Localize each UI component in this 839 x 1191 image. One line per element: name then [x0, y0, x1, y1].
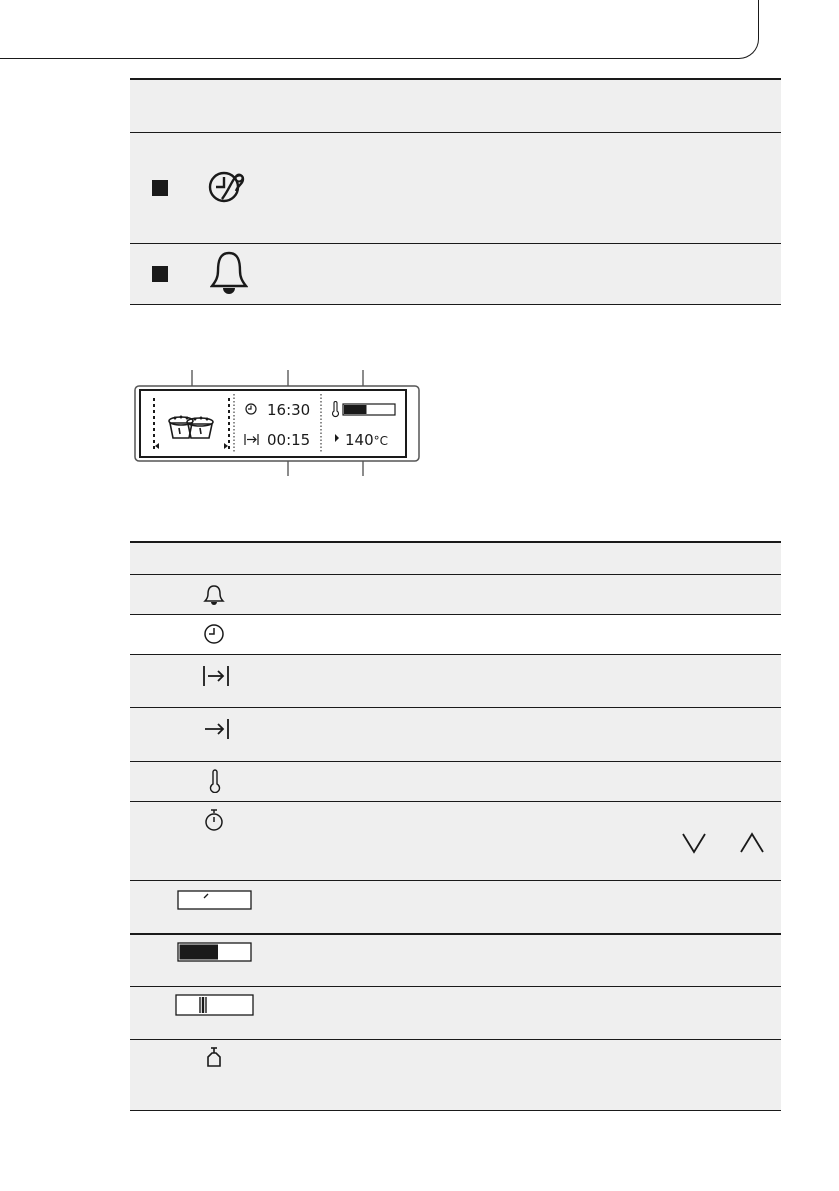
table-header-row [130, 80, 781, 132]
end-time-icon [202, 718, 230, 740]
duration-icon [202, 665, 230, 687]
clock-icon [203, 623, 225, 645]
alarm-bell-icon [210, 251, 248, 295]
thermometer-icon [208, 769, 222, 793]
display-time: 16:30 [267, 401, 311, 419]
table-row [130, 244, 781, 304]
table-row [130, 1040, 781, 1110]
table-row [130, 762, 781, 801]
display-diagram [130, 368, 430, 478]
page-cut-line [0, 0, 759, 59]
table-row [130, 987, 781, 1039]
bullet-marker [152, 266, 168, 282]
table-row [130, 881, 781, 933]
table-row [130, 802, 781, 880]
bell-icon [203, 584, 225, 606]
display-heat-bar-fill [344, 405, 367, 414]
empty-bar-icon [177, 890, 252, 910]
table-row [130, 655, 781, 707]
timer-icon [203, 808, 225, 832]
food-weight-icon [206, 1046, 222, 1068]
chevron-down-icon [681, 832, 707, 854]
table-row [130, 575, 781, 614]
indicator-bar-icon [175, 994, 255, 1016]
table-header-row [130, 543, 781, 574]
chevron-up-icon [739, 832, 765, 854]
display-duration: 00:15 [267, 431, 311, 449]
table-row [130, 133, 781, 243]
core-temperature-sensor-icon [208, 167, 250, 207]
table-row [130, 935, 781, 986]
table-row [130, 708, 781, 761]
table-bottom-border [130, 1110, 781, 1111]
heat-bar-icon [177, 942, 252, 962]
display-temperature: 140°C [345, 431, 389, 449]
bullet-marker [152, 180, 168, 196]
table-row [130, 615, 781, 654]
table-bottom-border [130, 304, 781, 305]
